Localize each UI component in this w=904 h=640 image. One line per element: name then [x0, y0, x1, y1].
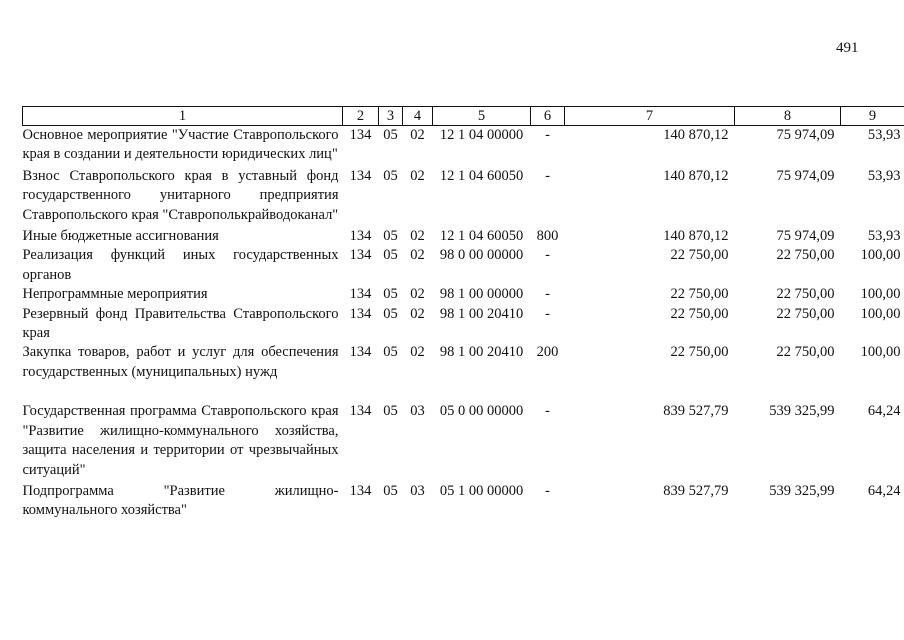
row-code-4: 02	[410, 286, 425, 303]
row-code-6: -	[545, 305, 550, 322]
row-code-3: 05	[383, 247, 398, 264]
row-value-8: 22 750,00	[776, 344, 835, 361]
row-value-8: 22 750,00	[776, 247, 835, 264]
row-value-8: 75 974,09	[776, 228, 835, 245]
row-value-9: 53,93	[867, 228, 901, 245]
row-code-4: 02	[410, 228, 425, 245]
row-code-4: 02	[410, 305, 425, 322]
row-name: Взнос Ставропольского края в уставный фонд государственного унитарного предприятия Ставропольского края "Ставрополькрайводоканал"	[22, 167, 339, 223]
row-code-2: 134	[349, 247, 372, 264]
row-code-2: 134	[349, 344, 372, 361]
row-code-4: 02	[410, 127, 425, 143]
row-value-8: 539 325,99	[769, 482, 835, 499]
row-name: Закупка товаров, работ и услуг для обеспечения государственных (муниципальных) нужд	[22, 344, 339, 380]
row-name: Основное мероприятие "Участие Ставропольского края в создании и деятельности юридических лиц"	[22, 127, 339, 163]
row-value-8: 22 750,00	[776, 286, 835, 303]
row-value-9: 100,00	[860, 305, 901, 322]
row-name: Резервный фонд Правительства Ставропольского края	[22, 305, 339, 342]
row-value-9: 64,24	[867, 482, 901, 499]
row-value-9: 53,93	[867, 127, 901, 143]
row-value-7: 22 750,00	[670, 344, 729, 361]
table-row	[23, 227, 904, 246]
row-code-4: 03	[410, 403, 425, 420]
column-header-7: 7	[565, 107, 735, 126]
column-header-2: 2	[343, 107, 379, 126]
row-value-9: 64,24	[867, 403, 901, 420]
row-value-7: 140 870,12	[663, 167, 729, 184]
column-header-3: 3	[379, 107, 403, 126]
row-name: Непрограммные мероприятия	[22, 286, 208, 303]
column-header-5: 5	[433, 107, 531, 126]
budget-table	[22, 106, 904, 521]
row-code-5: 98 1 00 00000	[439, 286, 524, 303]
row-code-5: 98 1 00 20410	[439, 305, 524, 322]
row-value-8: 75 974,09	[776, 167, 835, 184]
page-number: 491	[836, 40, 859, 56]
column-header-6: 6	[531, 107, 565, 126]
table-row	[23, 167, 904, 227]
row-value-9: 100,00	[860, 344, 901, 361]
row-code-4: 02	[410, 344, 425, 361]
row-value-8: 539 325,99	[769, 403, 835, 420]
row-code-2: 134	[349, 286, 372, 303]
row-code-6: -	[545, 403, 550, 420]
row-code-5: 12 1 04 60050	[439, 228, 524, 245]
row-name: Реализация функций иных государственных органов	[22, 247, 339, 283]
column-header-1: 1	[23, 107, 343, 126]
row-code-5: 12 1 04 60050	[439, 167, 524, 184]
spacer-cell	[23, 382, 904, 402]
row-code-2: 134	[349, 482, 372, 499]
row-value-7: 140 870,12	[663, 127, 729, 143]
row-code-2: 134	[349, 167, 372, 184]
row-value-7: 22 750,00	[670, 247, 729, 264]
row-code-2: 134	[349, 228, 372, 245]
table-row	[23, 305, 904, 344]
spacer-row	[23, 382, 904, 402]
row-value-9: 100,00	[860, 286, 901, 303]
row-code-3: 05	[383, 305, 398, 322]
row-code-5: 98 0 00 00000	[439, 247, 524, 264]
table-row	[23, 402, 904, 482]
row-code-6: 200	[536, 344, 559, 361]
column-header-8: 8	[735, 107, 841, 126]
row-code-6: -	[545, 286, 550, 303]
row-code-3: 05	[383, 286, 398, 303]
row-code-2: 134	[349, 127, 372, 143]
row-name: Подпрограмма "Развитие жилищно-коммунального хозяйства"	[22, 482, 339, 519]
table-header-row	[23, 107, 904, 126]
row-value-7: 140 870,12	[663, 228, 729, 245]
row-value-9: 100,00	[860, 247, 901, 264]
row-value-7: 22 750,00	[670, 286, 729, 303]
table-row	[23, 126, 904, 167]
row-code-4: 02	[410, 167, 425, 184]
row-code-6: -	[545, 127, 550, 143]
column-header-9: 9	[841, 107, 904, 126]
row-code-5: 05 1 00 00000	[439, 482, 524, 499]
table-row	[23, 343, 904, 382]
row-name: Государственная программа Ставропольского края "Развитие жилищно-коммунального хозяйства, защита населения и территории от чрезвычайных ситуаций"	[22, 403, 339, 478]
row-code-3: 05	[383, 127, 398, 143]
row-code-2: 134	[349, 403, 372, 420]
column-header-4: 4	[403, 107, 433, 126]
row-code-6: -	[545, 482, 550, 499]
row-code-6: -	[545, 167, 550, 184]
row-code-2: 134	[349, 305, 372, 322]
row-value-8: 75 974,09	[776, 127, 835, 143]
row-value-7: 839 527,79	[663, 482, 729, 499]
row-code-3: 05	[383, 344, 398, 361]
row-code-6: 800	[536, 228, 559, 245]
table-row	[23, 285, 904, 304]
row-value-8: 22 750,00	[776, 305, 835, 322]
row-code-3: 05	[383, 228, 398, 245]
row-code-3: 05	[383, 482, 398, 499]
row-code-3: 05	[383, 403, 398, 420]
row-code-5: 98 1 00 20410	[439, 344, 524, 361]
row-code-4: 03	[410, 482, 425, 499]
row-value-9: 53,93	[867, 167, 901, 184]
row-code-4: 02	[410, 247, 425, 264]
row-code-3: 05	[383, 167, 398, 184]
row-value-7: 839 527,79	[663, 403, 729, 420]
row-code-5: 05 0 00 00000	[439, 403, 524, 420]
table-row	[23, 482, 904, 521]
row-name: Иные бюджетные ассигнования	[22, 228, 219, 245]
row-code-5: 12 1 04 00000	[439, 127, 524, 143]
row-value-7: 22 750,00	[670, 305, 729, 322]
table-row	[23, 246, 904, 285]
row-code-6: -	[545, 247, 550, 264]
